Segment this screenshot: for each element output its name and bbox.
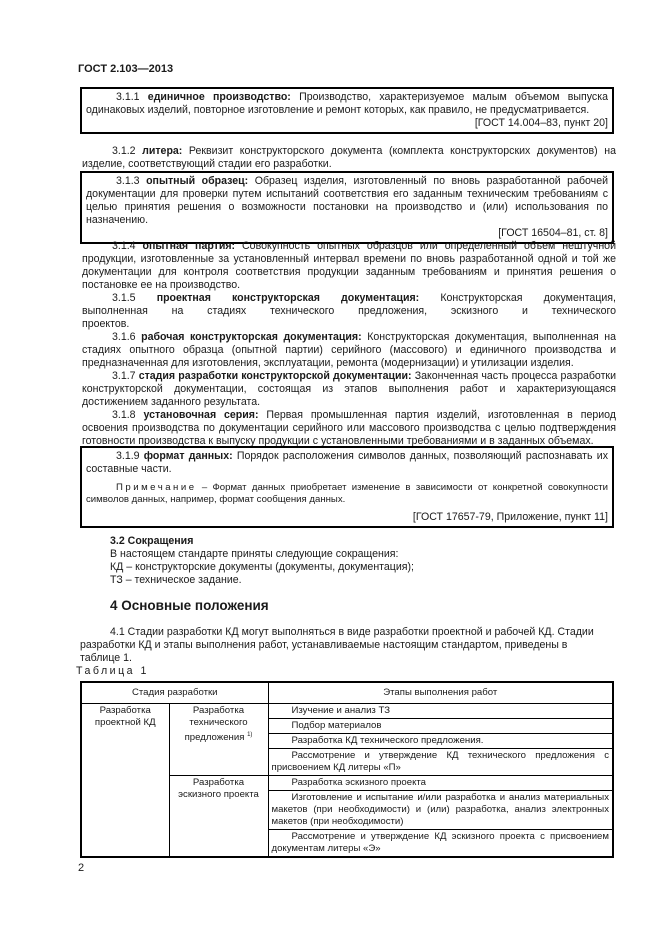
- term-3-1-3: 3.1.3 опытный образец: Образец изделия, изготовленный по вновь разработанной рабочей документации для проверки путем испытаний соответствия его заданным техническим требованиям с целью принятия решения о возможности постановки на производство и (или) использования по назначению.: [86, 175, 609, 226]
- stage-design-docs: Разработка проектной КД: [81, 704, 169, 858]
- table-header-stage: Стадия разработки: [81, 682, 268, 704]
- term-3-1-9-note: Примечание – Формат данных приобретает изменение в зависимости от конкретной совокупности символов данных, например, формат сообщения данных.: [86, 482, 608, 505]
- section-4-title: 4 Основные положения: [110, 598, 269, 613]
- table-label: Таблица 1: [76, 665, 149, 677]
- terms-block: [80, 240, 618, 448]
- stage-draft-project: Разработка эскизного проекта: [169, 776, 268, 858]
- term-3-1-9: 3.1.9 формат данных: Порядок расположения символов данных, позволяющий распознавать их составные части.: [86, 450, 608, 475]
- table-header-steps: Этапы выполнения работ: [268, 682, 613, 704]
- abbreviations-section: [80, 535, 614, 587]
- term-3-1-9-box: [80, 446, 614, 528]
- term-3-1-3-ref: [ГОСТ 16504–81, ст. 8]: [498, 227, 608, 239]
- term-3-1-1-ref: [ГОСТ 14.004–83, пункт 20]: [474, 117, 608, 129]
- abbreviations-title: 3.2 Сокращения: [110, 535, 194, 547]
- abbreviation-item: КД – конструкторские документы (документы, документация);: [110, 561, 414, 573]
- page-number: 2: [78, 862, 85, 874]
- table-row: Изготовление и испытание и/или разработка и анализ материальных макетов (при необходимости) и (или) разработка, анализ электронных макетов (при необходимости): [268, 791, 613, 830]
- term-3-1-3-box: [80, 171, 614, 244]
- abbreviations-intro: В настоящем стандарте приняты следующие сокращения:: [110, 548, 399, 560]
- section-4: [80, 599, 614, 612]
- table-row: Рассмотрение и утверждение КД технического предложения с присвоением КД литеры «П»: [268, 749, 613, 776]
- table-1: [80, 681, 614, 858]
- abbreviation-item: ТЗ – техническое задание.: [110, 574, 242, 586]
- table-row: Разработка эскизного проекта: [268, 776, 613, 791]
- document-header: ГОСТ 2.103—2013: [78, 63, 174, 75]
- stage-technical-proposal: Разработка технического предложения $^{1)}$: [169, 704, 268, 776]
- term-3-1-2: 3.1.2 литера: Реквизит конструкторского документа (комплекта конструкторских документов) на изделие, соответствующий стадии его разработки.: [82, 145, 616, 170]
- table-row: Рассмотрение и утверждение КД эскизного проекта с присвоением документам литеры «Э»: [268, 830, 613, 858]
- term-3-1-1: 3.1.1 единичное производство: Производство, характеризуемое малым объемом выпуска одинаковых изделий, повторное изготовление и ремонт которых, как правило, не предусматривается.: [86, 91, 608, 116]
- section-4-1: [76, 626, 600, 678]
- term-3-1-7: 3.1.7 стадия разработки конструкторской документации: Законченная часть процесса разработки конструкторской документации, состоящая из этапов выполнения работ и характеризующаяся достижением заданного результата.: [82, 370, 616, 408]
- table-row: Изучение и анализ ТЗ: [268, 704, 613, 719]
- term-3-1-5: 3.1.5 проектная конструкторская документация: Конструкторская документация, выполненная на стадиях технического предложения, эскизного и технического проектов.: [82, 292, 616, 330]
- table-row: Подбор материалов: [268, 719, 613, 734]
- term-3-1-9-ref: [ГОСТ 17657-79, Приложение, пункт 11]: [412, 511, 608, 523]
- term-3-1-8: 3.1.8 установочная серия: Первая промышленная партия изделий, изготовленная в период освоения производства по документации серийного или массового производства с целью подтверждения готовности производства к выпуску продукции с установленными требованиями и в заданных объемах.: [82, 409, 616, 447]
- term-3-1-1-box: [80, 87, 614, 134]
- paragraph-4-1: 4.1 Стадии разработки КД могут выполняться в виде разработки проектной и рабочей КД. Стадии разработки КД и этапы выполнения работ, устанавливаемые настоящим стандартом, приведены в таблице 1.: [80, 626, 594, 664]
- term-3-1-4: 3.1.4 опытная партия: Совокупность опытных образцов или определенный объем нештучной продукции, изготовленные за установленный интервал времени по вновь разработанной одной и той же документации для контроля соответствия продукции заданным требованиям и принятия решения о постановке ее на производство.: [82, 240, 616, 291]
- table-row: Разработка КД технического предложения.: [268, 734, 613, 749]
- term-3-1-6: 3.1.6 рабочая конструкторская документация: Конструкторская документация, выполненная на стадиях опытного образца (опытной партии) серийного (массового) и единичного производства и предназначенная для изготовления, эксплуатации, ремонта (модернизации) и утилизации изделия.: [82, 331, 617, 369]
